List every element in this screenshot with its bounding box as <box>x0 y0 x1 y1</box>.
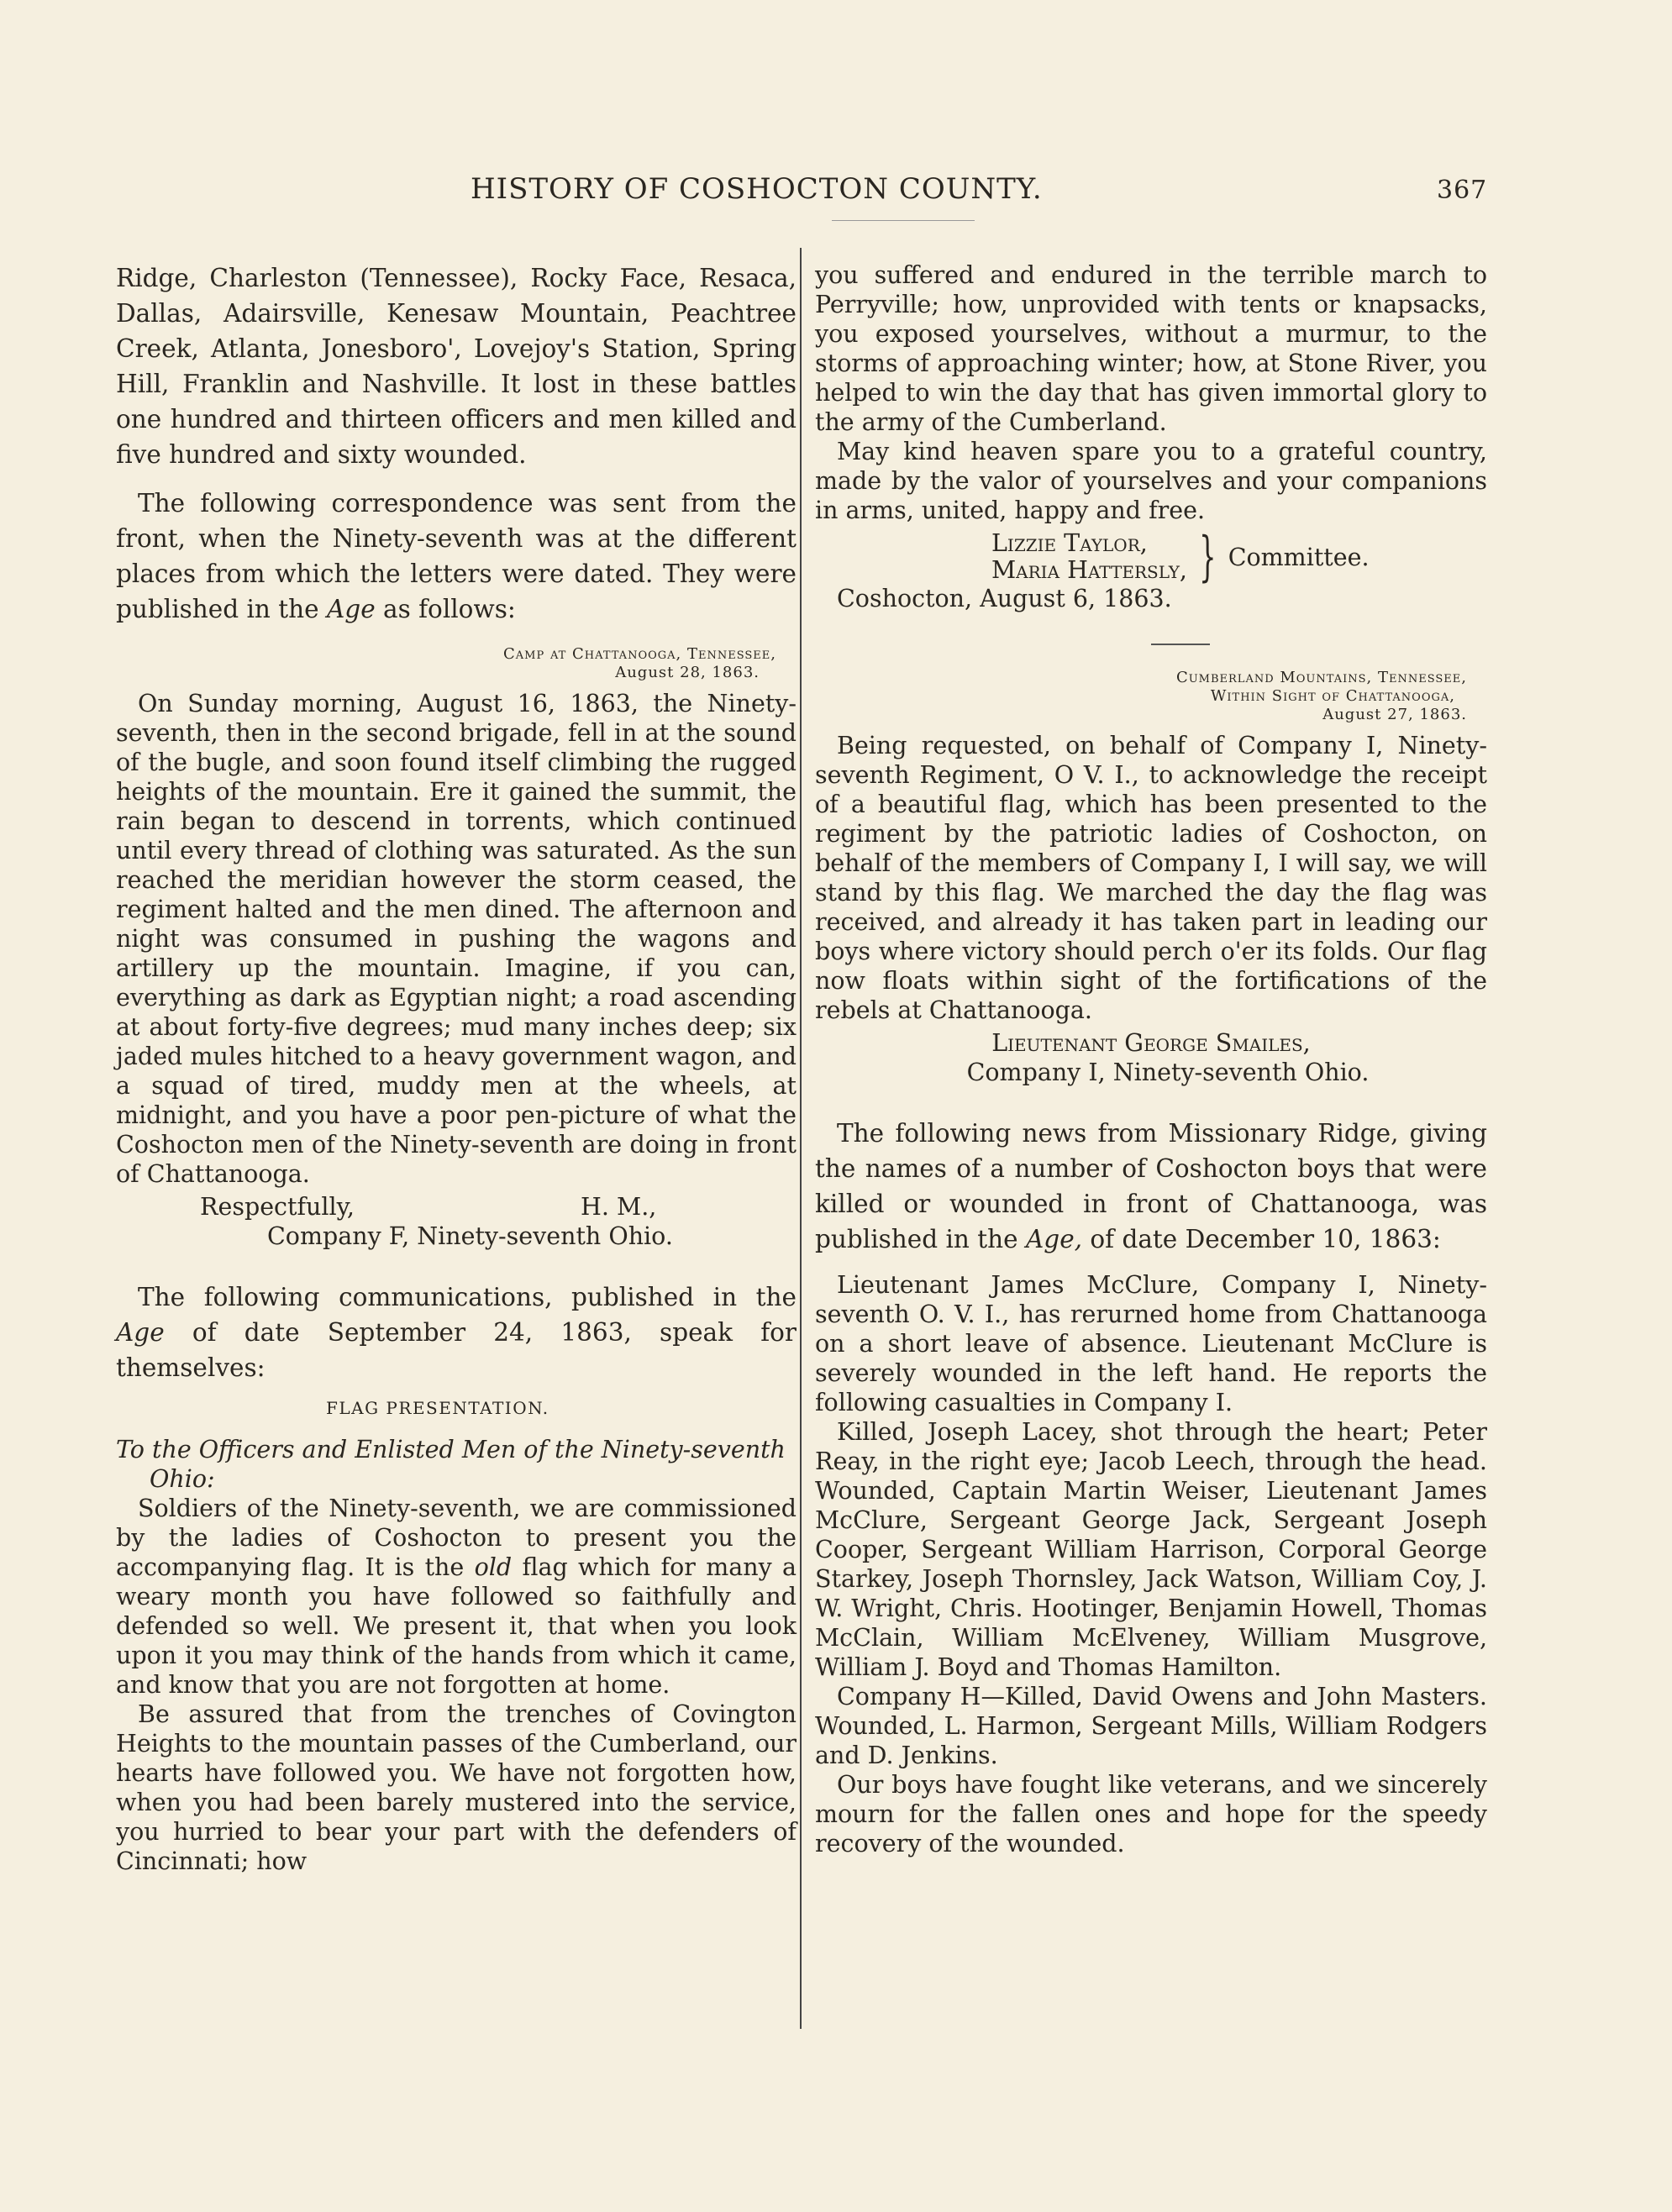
emphasis: old <box>474 1553 513 1581</box>
author-initials: H. M., <box>581 1193 657 1221</box>
section-heading: FLAG PRESENTATION. <box>326 1398 549 1418</box>
page-number: 367 <box>1437 176 1488 205</box>
paragraph: Ridge, Charleston (Tennessee), Rocky Face, Resaca, Dallas, Adairsville, Kenesaw Mountain, Peachtree Creek, Atlanta, Jonesboro', Lovejoy's Station, Spring Hill, Franklin and Nashville. It lost in these battles one hundred and thirteen officers and men killed and five hundred and sixty wounded. <box>116 264 797 469</box>
letter-body: May kind heaven spare you to a grateful country, made by the valor of yourselves and your companions in arms, united, happy and free. <box>815 438 1487 524</box>
news-body: Company H—Killed, David Owens and John Masters. Wounded, L. Harmon, Sergeant Mills, William Rodgers and D. Jenkins. <box>815 1683 1487 1769</box>
signature-line <box>116 1192 797 1222</box>
dateline-place: Camp at Chattanooga, Tennessee, <box>503 645 776 663</box>
dateline-place: Within Sight of Chattanooga, <box>1210 687 1455 705</box>
author-company: Company F, Ninety-seventh Ohio. <box>267 1222 673 1250</box>
committee-label: Committee. <box>1228 543 1370 571</box>
header-rule <box>832 220 975 221</box>
column-divider <box>800 248 802 2029</box>
committee-names <box>991 530 1187 584</box>
newspaper-name: Age, <box>1026 1225 1083 1253</box>
section-rule <box>1151 644 1210 645</box>
committee-member: Maria Hattersly, <box>991 556 1187 584</box>
right-column <box>815 260 1487 1858</box>
letter-body: Be assured that from the trenches of Covington Heights to the mountain passes of the Cumberland, our hearts have followed you. We have not forgotten how, when you had been barely mustered into the service, you hurried to bear your part with the defenders of Cincinnati; how <box>116 1700 797 1875</box>
text-run: of date September 24, 1863, speak for themselves: <box>116 1318 797 1382</box>
text-run: as follows: <box>375 595 516 623</box>
paragraph <box>116 1279 797 1385</box>
signature-block <box>116 1192 797 1251</box>
letter-body: On Sunday morning, August 16, 1863, the Ninety-seventh, then in the second brigade, fell in at the sound of the bugle, and soon found itself climbing the rugged heights of the mountain. Ere it gained the summit, the rain began to descend in torrents, which continued until every thread of clothing was saturated. As the sun reached the meridian however the storm ceased, the regiment halted and the men dined. The afternoon and night was consumed in pushing the wagons and artillery up the mountain. Imagine, if you can, everything as dark as Egyptian night; a road ascending at about forty-five degrees; mud many inches deep; six jaded mules hitched to a heavy government wagon, and a squad of tired, muddy men at the wheels, at midnight, and you have a poor pen-picture of what the Coshocton men of the Ninety-seventh are doing in front of Chattanooga. <box>116 690 797 1188</box>
news-body: Lieutenant James McClure, Company I, Ninety-seventh O. V. I., has rerurned home from Chattanooga on a short leave of absence. Lieutenant McClure is severely wounded in the left hand. He reports the following casualties in Company I. <box>815 1271 1487 1416</box>
text-run: The following communications, published in the <box>138 1283 797 1311</box>
address-text: Ohio: <box>150 1465 215 1493</box>
letter-body: Being requested, on behalf of Company I, Ninety-seventh Regiment, O V. I., to acknowledge the receipt of a beautiful flag, which has been presented to the regiment by the patriotic ladies of Coshocton, on behalf of the members of Company I, I will say, we will stand by this flag. We marched the day the flag was received, and already it has taken part in leading our boys where victory should perch o'er its folds. Our flag now floats within sight of the fortifications of the rebels at Chattanooga. <box>815 732 1487 1024</box>
text-run: The following news from Missionary Ridge, giving the names of a number of Coshocton boys that were killed or wounded in front of Chattanooga, was published in the <box>815 1119 1487 1253</box>
committee-member: Lizzie Taylor, <box>991 529 1148 557</box>
address-line <box>116 1435 797 1494</box>
paragraph <box>815 1116 1487 1257</box>
newspaper-name: Age <box>116 1318 165 1347</box>
letter-body <box>116 1494 797 1700</box>
news-body: Killed, Joseph Lacey, shot through the heart; Peter Reay, in the right eye; Jacob Leech, through the head. Wounded, Captain Martin Weiser, Lieutenant James McClure, Sergeant George Jack, Sergeant Joseph Cooper, Sergeant William Harrison, Corporal George Starkey, Joseph Thornsley, Jack Watson, William Coy, J. W. Wright, Chris. Hootinger, Benjamin Howell, Thomas McClain, William McElveney, William Musgrove, William J. Boyd and Thomas Hamilton. <box>815 1418 1487 1681</box>
brace-glyph: } <box>1199 526 1217 588</box>
dateline-date: August 27, 1863. <box>1322 706 1467 723</box>
text-run: of date December 10, 1863: <box>1082 1225 1441 1253</box>
news-body: Our boys have fought like veterans, and we sincerely mourn for the fallen ones and hope for the speedy recovery of the wounded. <box>815 1771 1487 1857</box>
newspaper-name: Age <box>327 595 376 623</box>
dateline-place: Cumberland Mountains, Tennessee, <box>1175 669 1467 686</box>
signer-name: Lieutenant George Smailes, <box>991 1029 1311 1057</box>
committee-signature <box>815 526 1487 588</box>
paragraph <box>116 486 797 627</box>
text-run: flag which for many a weary month you have followed so faithfully and defended so well. We present it, that when you look upon it you may think of the hands from which it came, and know that you are not forgotten at home. <box>116 1553 797 1699</box>
signer-company: Company I, Ninety-seventh Ohio. <box>966 1059 1370 1086</box>
address-text: To the Officers and Enlisted Men of the Ninety-seventh <box>116 1436 786 1463</box>
page-title: HISTORY OF COSHOCTON COUNTY. <box>471 172 1043 206</box>
dateline <box>116 645 797 682</box>
text-run: The following correspondence was sent from the front, when the Ninety-seventh was at the different places from which the letters were dated. They were published in the <box>116 489 797 623</box>
left-column <box>116 260 797 1876</box>
dateline <box>815 669 1487 724</box>
dateline-date: August 28, 1863. <box>615 664 760 681</box>
text-run: Soldiers of the Ninety-seventh, we are commissioned by the ladies of Coshocton to present you the accompanying flag. It is the <box>116 1495 797 1581</box>
letter-body: you suffered and endured in the terrible march to Perryville; how, unprovided with tents or knapsacks, you exposed yourselves, without a murmur, to the storms of approaching winter; how, at Stone River, you helped to win the day that has given immortal glory to the army of the Cumberland. <box>815 261 1487 436</box>
closing: Respectfully, <box>200 1193 355 1221</box>
place-date: Coshocton, August 6, 1863. <box>837 585 1172 612</box>
